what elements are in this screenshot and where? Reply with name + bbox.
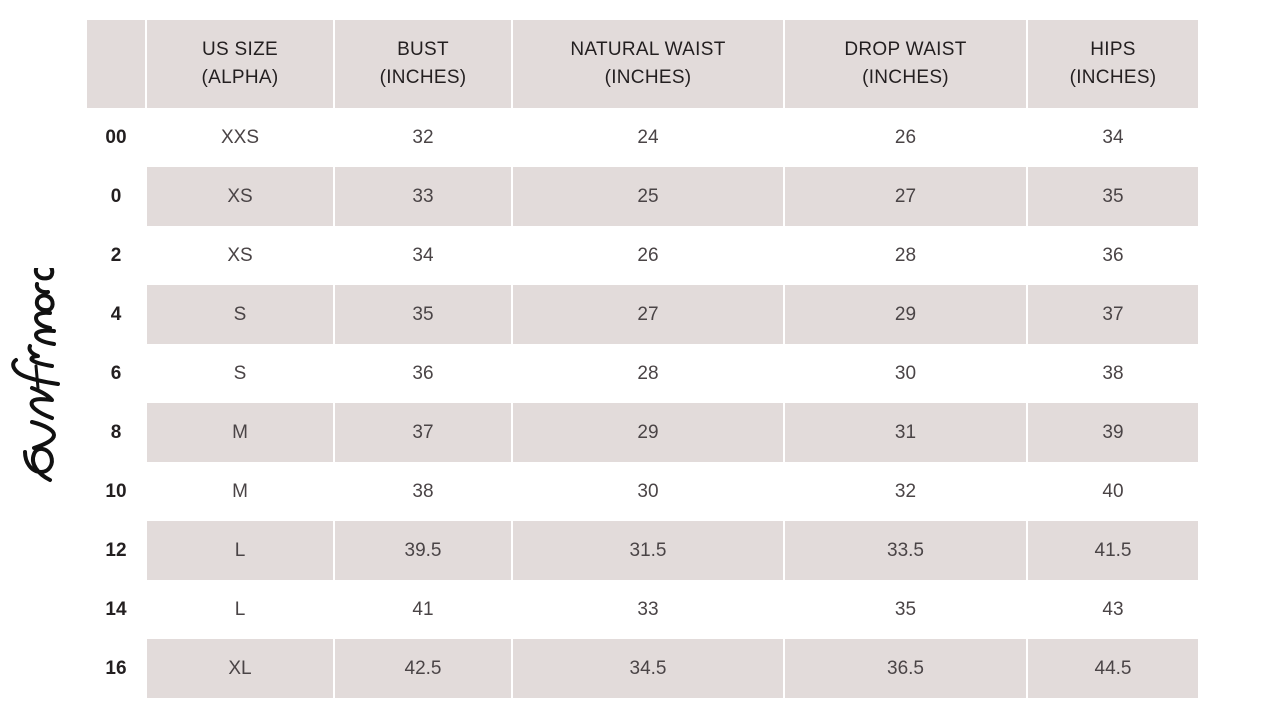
cell-bust: 42.5 bbox=[334, 639, 512, 698]
cell-drop-waist: 32 bbox=[784, 462, 1027, 521]
cell-hips: 36 bbox=[1027, 226, 1199, 285]
cell-drop-waist: 27 bbox=[784, 167, 1027, 226]
cell-alpha: XS bbox=[146, 226, 334, 285]
cell-bust: 35 bbox=[334, 285, 512, 344]
table-row bbox=[86, 108, 1199, 167]
cell-bust: 38 bbox=[334, 462, 512, 521]
cell-natural-waist: 28 bbox=[512, 344, 784, 403]
column-header-line1: NATURAL WAIST bbox=[570, 39, 726, 61]
cell-alpha: M bbox=[146, 462, 334, 521]
column-header-line1: DROP WAIST bbox=[844, 39, 967, 61]
cell-hips: 35 bbox=[1027, 167, 1199, 226]
column-header-us-size-numeric bbox=[86, 20, 146, 108]
column-header-line2: (INCHES) bbox=[1069, 67, 1157, 88]
cell-us-size: 00 bbox=[86, 108, 146, 167]
column-header-natural-waist bbox=[512, 20, 784, 108]
cell-natural-waist: 25 bbox=[512, 167, 784, 226]
cell-bust: 32 bbox=[334, 108, 512, 167]
cell-natural-waist: 30 bbox=[512, 462, 784, 521]
cell-drop-waist: 30 bbox=[784, 344, 1027, 403]
cell-drop-waist: 35 bbox=[784, 580, 1027, 639]
size-chart-table bbox=[85, 20, 1200, 698]
column-header-line2: (INCHES) bbox=[379, 67, 467, 88]
cell-alpha: L bbox=[146, 521, 334, 580]
cell-us-size: 10 bbox=[86, 462, 146, 521]
cell-hips: 39 bbox=[1027, 403, 1199, 462]
cell-us-size: 12 bbox=[86, 521, 146, 580]
cell-hips: 37 bbox=[1027, 285, 1199, 344]
cell-drop-waist: 28 bbox=[784, 226, 1027, 285]
cell-natural-waist: 24 bbox=[512, 108, 784, 167]
cell-hips: 38 bbox=[1027, 344, 1199, 403]
cell-drop-waist: 33.5 bbox=[784, 521, 1027, 580]
cell-us-size: 6 bbox=[86, 344, 146, 403]
table-row bbox=[86, 639, 1199, 698]
cell-natural-waist: 31.5 bbox=[512, 521, 784, 580]
cell-drop-waist: 26 bbox=[784, 108, 1027, 167]
table-row bbox=[86, 344, 1199, 403]
cell-bust: 34 bbox=[334, 226, 512, 285]
cell-alpha: XXS bbox=[146, 108, 334, 167]
cell-natural-waist: 29 bbox=[512, 403, 784, 462]
table-row bbox=[86, 285, 1199, 344]
cell-bust: 33 bbox=[334, 167, 512, 226]
column-header-line2: (ALPHA) bbox=[201, 67, 279, 88]
cell-us-size: 14 bbox=[86, 580, 146, 639]
table-body bbox=[86, 108, 1199, 698]
cell-hips: 41.5 bbox=[1027, 521, 1199, 580]
cell-natural-waist: 34.5 bbox=[512, 639, 784, 698]
column-header-line1: HIPS bbox=[1090, 39, 1136, 61]
table-row bbox=[86, 403, 1199, 462]
table-row bbox=[86, 580, 1199, 639]
cell-us-size: 16 bbox=[86, 639, 146, 698]
column-header-bust bbox=[334, 20, 512, 108]
cell-us-size: 2 bbox=[86, 226, 146, 285]
cell-hips: 40 bbox=[1027, 462, 1199, 521]
column-header-hips bbox=[1027, 20, 1199, 108]
cell-drop-waist: 29 bbox=[784, 285, 1027, 344]
cell-drop-waist: 36.5 bbox=[784, 639, 1027, 698]
table-row bbox=[86, 521, 1199, 580]
column-header-line1: US SIZE bbox=[201, 39, 278, 61]
cell-bust: 41 bbox=[334, 580, 512, 639]
column-header-line1: BUST bbox=[397, 39, 449, 61]
cell-alpha: M bbox=[146, 403, 334, 462]
table-row bbox=[86, 226, 1199, 285]
column-header-line2: (INCHES) bbox=[604, 67, 692, 88]
cell-alpha: S bbox=[146, 285, 334, 344]
cell-us-size: 4 bbox=[86, 285, 146, 344]
cell-bust: 36 bbox=[334, 344, 512, 403]
cell-us-size: 0 bbox=[86, 167, 146, 226]
table-row bbox=[86, 462, 1199, 521]
cell-alpha: L bbox=[146, 580, 334, 639]
cell-alpha: S bbox=[146, 344, 334, 403]
column-header-us-size-alpha bbox=[146, 20, 334, 108]
table-row bbox=[86, 167, 1199, 226]
cell-hips: 43 bbox=[1027, 580, 1199, 639]
cell-us-size: 8 bbox=[86, 403, 146, 462]
cell-hips: 44.5 bbox=[1027, 639, 1199, 698]
cell-hips: 34 bbox=[1027, 108, 1199, 167]
table-header bbox=[86, 20, 1199, 108]
cell-alpha: XS bbox=[146, 167, 334, 226]
brand-signature-logo bbox=[2, 268, 72, 498]
cell-bust: 39.5 bbox=[334, 521, 512, 580]
cell-drop-waist: 31 bbox=[784, 403, 1027, 462]
cell-natural-waist: 33 bbox=[512, 580, 784, 639]
table-header-row bbox=[86, 20, 1199, 108]
size-chart-table-wrapper bbox=[85, 20, 1198, 698]
column-header-drop-waist bbox=[784, 20, 1027, 108]
column-header-line2: (INCHES) bbox=[862, 67, 949, 88]
cell-natural-waist: 27 bbox=[512, 285, 784, 344]
cell-bust: 37 bbox=[334, 403, 512, 462]
cell-natural-waist: 26 bbox=[512, 226, 784, 285]
cell-alpha: XL bbox=[146, 639, 334, 698]
